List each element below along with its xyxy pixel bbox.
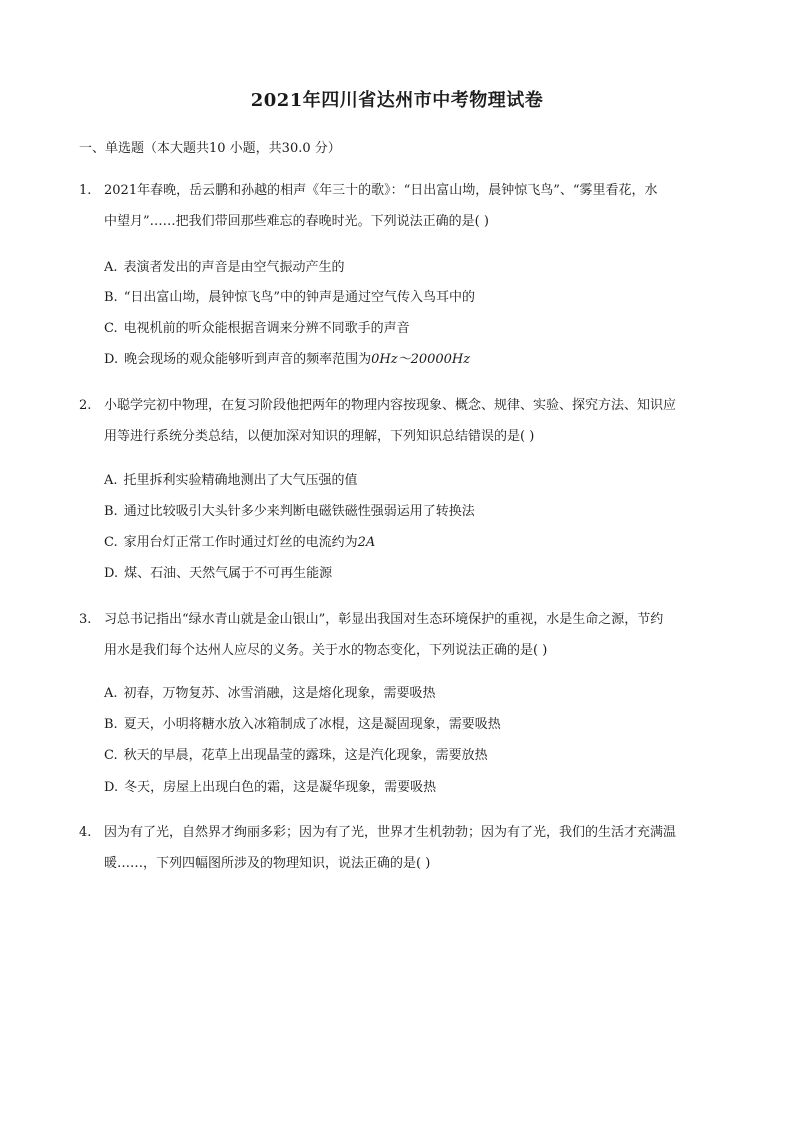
option-letter: D. [104,352,119,367]
option-text: 秋天的早晨，花草上出现晶莹的露珠，这是汽化现象，需要放热 [123,748,488,763]
question-text-line: 因为有了光，自然界才绚丽多彩；因为有了光，世界才生机勃勃；因为有了光，我们的生活才充满温 [104,825,677,840]
option-a[interactable] [104,685,436,703]
option-b[interactable] [104,716,501,734]
question-text-line: 2021年春晚，岳云鹏和孙越的相声《年三十的歌》：“日出富山坳，晨钟惊飞鸟”、“雾里看花，水 [104,183,658,198]
option-text: 家用台灯正常工作时通过灯丝的电流约为 [123,535,358,550]
option-c[interactable] [104,534,375,552]
option-d[interactable] [104,351,470,369]
option-letter: A. [104,473,118,488]
option-text: 煤、石油、天然气属于不可再生能源 [124,566,333,581]
option-a[interactable] [104,259,345,277]
option-letter: B. [104,290,118,305]
option-b[interactable] [104,503,475,521]
option-letter: D. [104,780,119,795]
option-letter: C. [104,535,118,550]
option-d[interactable] [104,779,436,797]
option-math: 0Hz～20000Hz [371,352,471,367]
exam-title: 2021年四川省达州市中考物理试卷 [250,90,544,111]
option-text: 托里拆利实验精确地测出了大气压强的值 [123,473,358,488]
option-c[interactable] [104,747,488,765]
question-text-line: 中望月”……把我们带回那些难忘的春晚时光。下列说法正确的是( ) [104,214,489,229]
question-number: 1. [79,183,92,198]
option-letter: B. [104,717,118,732]
question-number: 3. [79,612,92,627]
option-letter: D. [104,566,119,581]
option-d[interactable] [104,565,332,583]
option-letter: A. [104,686,118,701]
option-b[interactable] [104,289,475,307]
question-number: 2. [79,398,92,413]
option-text: 冬天，房屋上出现白色的霜，这是凝华现象，需要吸热 [124,780,437,795]
option-text: 表演者发出的声音是由空气振动产生的 [123,260,345,275]
option-math: 2A [357,535,376,550]
option-letter: A. [104,260,118,275]
question-text-line: 用水是我们每个达州人应尽的义务。关于水的物态变化，下列说法正确的是( ) [104,643,548,658]
question-number: 4. [79,825,92,840]
question-text-line: 用等进行系统分类总结，以便加深对知识的理解，下列知识总结错误的是( ) [104,429,535,444]
option-text: 电视机前的听众能根据音调来分辨不同歌手的声音 [123,321,410,336]
option-a[interactable] [104,472,358,490]
option-c[interactable] [104,320,410,338]
option-text: 晚会现场的观众能够听到声音的频率范围为 [124,352,372,367]
option-letter: B. [104,504,118,519]
option-letter: C. [104,321,118,336]
question-text-line: 习总书记指出“绿水青山就是金山银山”，彰显出我国对生态环境保护的重视，水是生命之源，节约 [104,612,664,627]
option-text: 通过比较吸引大头针多少来判断电磁铁磁性强弱运用了转换法 [123,504,475,519]
section-header: 一、单选题（本大题共10 小题，共30.0 分） [79,141,341,156]
option-letter: C. [104,748,118,763]
question-text-line: 暖……，下列四幅图所涉及的物理知识，说法正确的是( ) [104,856,431,871]
option-text: “日出富山坳，晨钟惊飞鸟”中的钟声是通过空气传入鸟耳中的 [123,290,475,305]
question-text-line: 小聪学完初中物理，在复习阶段他把两年的物理内容按现象、概念、规律、实验、探究方法、知识应 [104,398,677,413]
option-text: 夏天，小明将糖水放入冰箱制成了冰棍，这是凝固现象，需要吸热 [123,717,501,732]
option-text: 初春，万物复苏、冰雪消融，这是熔化现象，需要吸热 [123,686,436,701]
